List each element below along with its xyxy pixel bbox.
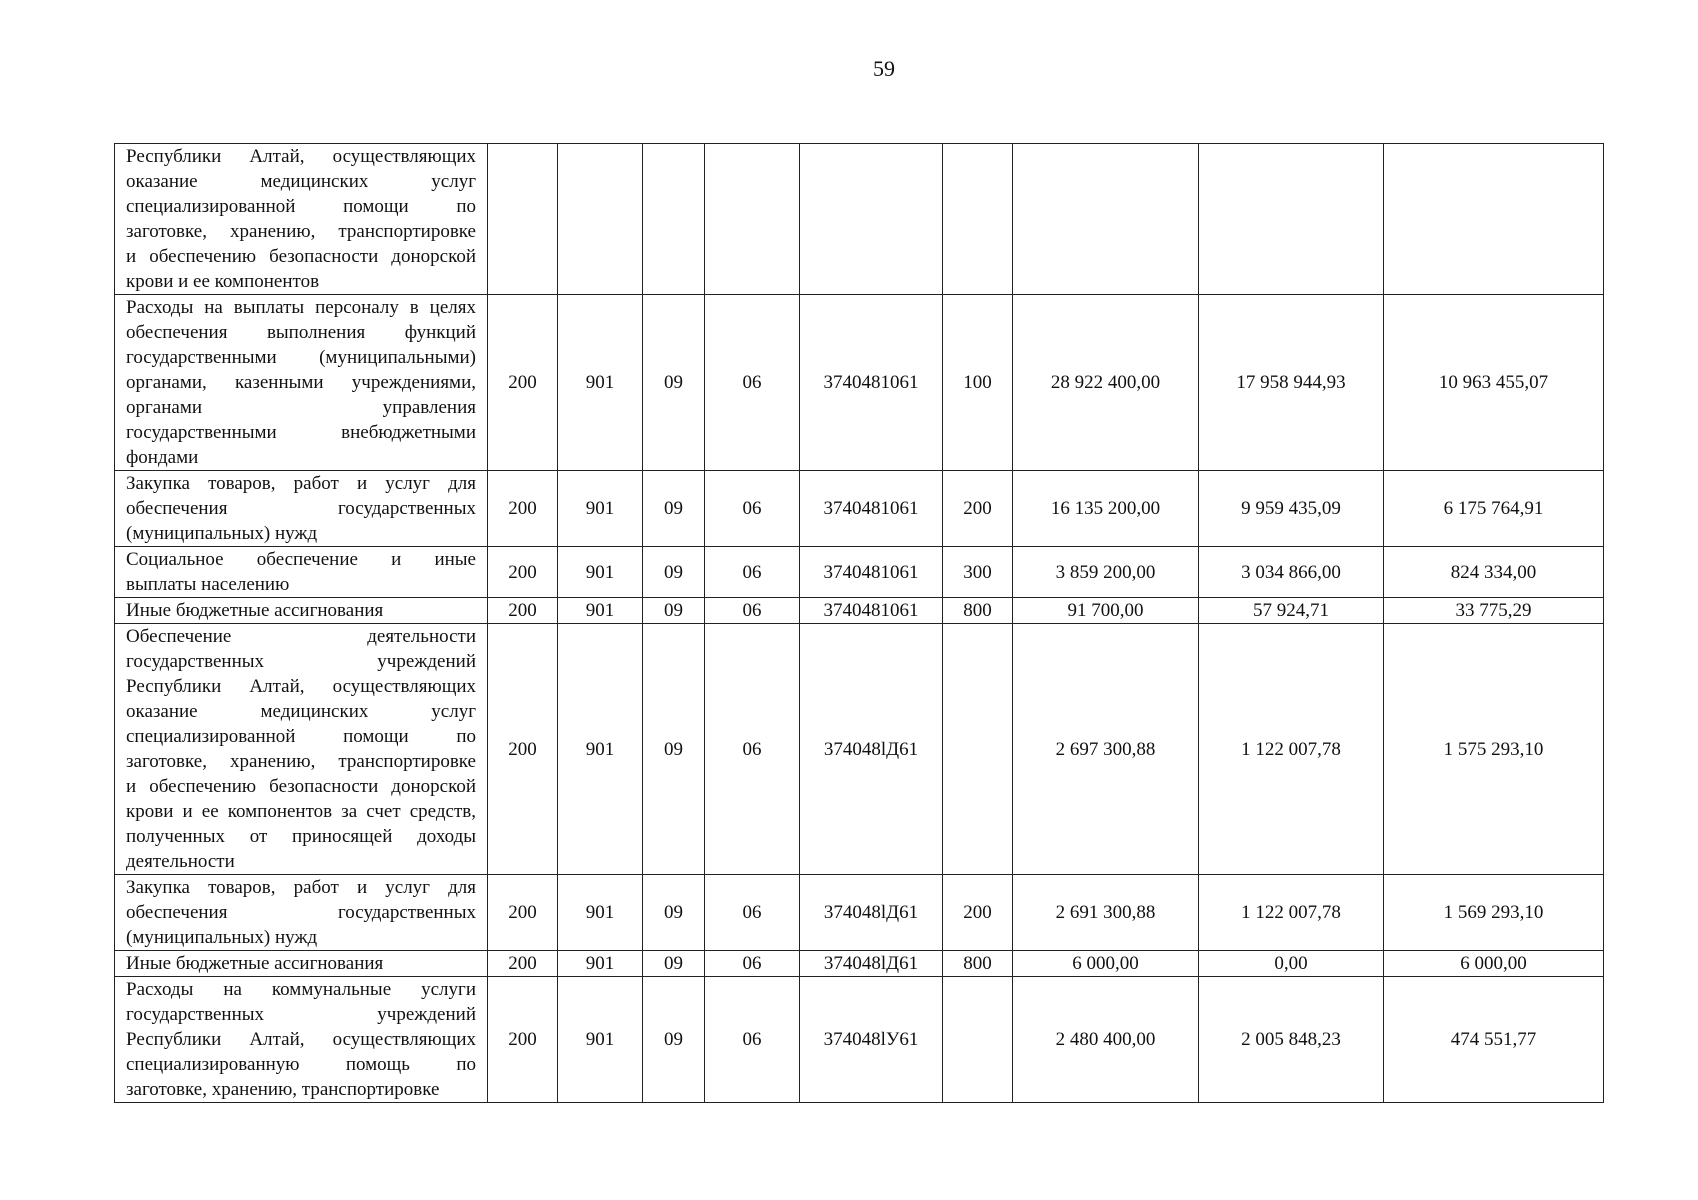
col-rz-code: 200 <box>488 471 558 547</box>
col-subsection: 06 <box>705 951 800 977</box>
table-row <box>115 295 1604 471</box>
description-line: государственных учреждений <box>126 651 476 672</box>
row-description <box>115 875 488 951</box>
col-remainder: 6 175 764,91 <box>1384 471 1604 547</box>
col-ministry-code: 901 <box>558 624 643 875</box>
col-target-article: 374048lД61 <box>800 951 943 977</box>
col-remainder: 6 000,00 <box>1384 951 1604 977</box>
col-remainder: 474 551,77 <box>1384 977 1604 1103</box>
col-planned: 91 700,00 <box>1013 598 1199 624</box>
col-planned: 2 697 300,88 <box>1013 624 1199 875</box>
row-description <box>115 295 488 471</box>
description-line: заготовке, хранению, транспортировке <box>126 1079 440 1100</box>
col-target-article: 3740481061 <box>800 547 943 598</box>
description-line: Республики Алтай, осуществляющих <box>126 676 476 697</box>
col-rz-code: 200 <box>488 295 558 471</box>
col-planned <box>1013 144 1199 295</box>
col-target-article: 374048lУ61 <box>800 977 943 1103</box>
table-body <box>115 144 1604 1103</box>
row-description <box>115 624 488 875</box>
col-remainder: 1 575 293,10 <box>1384 624 1604 875</box>
col-target-article: 374048lД61 <box>800 875 943 951</box>
col-planned: 28 922 400,00 <box>1013 295 1199 471</box>
col-section: 09 <box>643 547 705 598</box>
col-expense-type <box>943 144 1013 295</box>
col-section <box>643 144 705 295</box>
col-remainder: 33 775,29 <box>1384 598 1604 624</box>
description-line: деятельности <box>126 851 235 872</box>
col-expense-type: 200 <box>943 875 1013 951</box>
table-row <box>115 977 1604 1103</box>
col-executed: 17 958 944,93 <box>1199 295 1384 471</box>
col-expense-type <box>943 977 1013 1103</box>
col-subsection: 06 <box>705 875 800 951</box>
description-line: и обеспечению безопасности донорской <box>126 776 476 797</box>
description-line: заготовке, хранению, транспортировке <box>126 221 476 242</box>
col-executed: 3 034 866,00 <box>1199 547 1384 598</box>
col-ministry-code: 901 <box>558 951 643 977</box>
col-rz-code: 200 <box>488 875 558 951</box>
description-line: заготовке, хранению, транспортировке <box>126 751 476 772</box>
description-line: полученных от приносящей доходы <box>126 826 476 847</box>
col-expense-type: 100 <box>943 295 1013 471</box>
col-ministry-code: 901 <box>558 471 643 547</box>
description-line: специализированной помощи по <box>126 726 476 747</box>
page-number: 59 <box>873 56 895 81</box>
table-row <box>115 144 1604 295</box>
row-description <box>115 144 488 295</box>
col-section: 09 <box>643 471 705 547</box>
col-rz-code: 200 <box>488 977 558 1103</box>
description-line: государственными (муниципальными) <box>126 347 476 368</box>
col-target-article: 374048lД61 <box>800 624 943 875</box>
description-line: оказание медицинских услуг <box>126 171 476 192</box>
col-executed <box>1199 144 1384 295</box>
col-target-article: 3740481061 <box>800 471 943 547</box>
col-remainder: 824 334,00 <box>1384 547 1604 598</box>
col-executed: 57 924,71 <box>1199 598 1384 624</box>
description-line: Иные бюджетные ассигнования <box>126 953 384 974</box>
col-subsection: 06 <box>705 977 800 1103</box>
description-line: Социальное обеспечение и иные <box>126 549 476 570</box>
col-ministry-code <box>558 144 643 295</box>
row-description <box>115 471 488 547</box>
description-line: Закупка товаров, работ и услуг для <box>126 877 476 898</box>
col-rz-code: 200 <box>488 547 558 598</box>
col-subsection: 06 <box>705 598 800 624</box>
col-section: 09 <box>643 295 705 471</box>
description-line: специализированной помощи по <box>126 196 476 217</box>
col-remainder: 1 569 293,10 <box>1384 875 1604 951</box>
col-ministry-code: 901 <box>558 598 643 624</box>
description-line: Иные бюджетные ассигнования <box>126 600 384 621</box>
col-remainder <box>1384 144 1604 295</box>
description-line: Расходы на коммунальные услуги <box>126 979 476 1000</box>
col-subsection: 06 <box>705 547 800 598</box>
table-row <box>115 875 1604 951</box>
row-description <box>115 547 488 598</box>
col-expense-type: 200 <box>943 471 1013 547</box>
col-planned: 2 691 300,88 <box>1013 875 1199 951</box>
row-description <box>115 951 488 977</box>
description-line: государственных учреждений <box>126 1004 476 1025</box>
description-line: крови и ее компонентов <box>126 271 320 292</box>
col-subsection <box>705 144 800 295</box>
budget-table <box>114 143 1604 1103</box>
description-line: органами, казенными учреждениями, <box>126 372 476 393</box>
description-line: (муниципальных) нужд <box>126 927 318 948</box>
col-planned: 16 135 200,00 <box>1013 471 1199 547</box>
description-line: крови и ее компонентов за счет средств, <box>126 801 476 822</box>
description-line: специализированную помощь по <box>126 1054 476 1075</box>
col-rz-code: 200 <box>488 951 558 977</box>
table-row <box>115 547 1604 598</box>
col-ministry-code: 901 <box>558 977 643 1103</box>
row-description <box>115 977 488 1103</box>
description-line: органами управления <box>126 397 476 418</box>
table-row <box>115 598 1604 624</box>
col-expense-type: 300 <box>943 547 1013 598</box>
description-line: Обеспечение деятельности <box>126 626 476 647</box>
col-executed: 0,00 <box>1199 951 1384 977</box>
col-ministry-code: 901 <box>558 875 643 951</box>
col-executed: 2 005 848,23 <box>1199 977 1384 1103</box>
col-section: 09 <box>643 977 705 1103</box>
col-subsection: 06 <box>705 624 800 875</box>
description-line: государственными внебюджетными <box>126 422 476 443</box>
col-expense-type: 800 <box>943 951 1013 977</box>
col-planned: 3 859 200,00 <box>1013 547 1199 598</box>
description-line: и обеспечению безопасности донорской <box>126 246 476 267</box>
col-target-article: 3740481061 <box>800 598 943 624</box>
description-line: Расходы на выплаты персоналу в целях <box>126 297 476 318</box>
col-planned: 2 480 400,00 <box>1013 977 1199 1103</box>
col-executed: 1 122 007,78 <box>1199 875 1384 951</box>
col-section: 09 <box>643 598 705 624</box>
table-row <box>115 471 1604 547</box>
description-line: обеспечения государственных <box>126 498 476 519</box>
col-target-article <box>800 144 943 295</box>
description-line: (муниципальных) нужд <box>126 523 318 544</box>
col-rz-code: 200 <box>488 624 558 875</box>
col-subsection: 06 <box>705 471 800 547</box>
col-expense-type: 800 <box>943 598 1013 624</box>
description-line: Закупка товаров, работ и услуг для <box>126 473 476 494</box>
col-section: 09 <box>643 875 705 951</box>
col-planned: 6 000,00 <box>1013 951 1199 977</box>
description-line: Республики Алтай, осуществляющих <box>126 146 476 167</box>
description-line: оказание медицинских услуг <box>126 701 476 722</box>
col-executed: 9 959 435,09 <box>1199 471 1384 547</box>
col-remainder: 10 963 455,07 <box>1384 295 1604 471</box>
col-executed: 1 122 007,78 <box>1199 624 1384 875</box>
col-ministry-code: 901 <box>558 295 643 471</box>
description-line: обеспечения выполнения функций <box>126 322 476 343</box>
description-line: обеспечения государственных <box>126 902 476 923</box>
table-row <box>115 624 1604 875</box>
col-section: 09 <box>643 624 705 875</box>
col-rz-code <box>488 144 558 295</box>
description-line: выплаты населению <box>126 574 290 595</box>
col-target-article: 3740481061 <box>800 295 943 471</box>
table-row <box>115 951 1604 977</box>
col-ministry-code: 901 <box>558 547 643 598</box>
col-expense-type <box>943 624 1013 875</box>
col-rz-code: 200 <box>488 598 558 624</box>
col-subsection: 06 <box>705 295 800 471</box>
row-description <box>115 598 488 624</box>
col-section: 09 <box>643 951 705 977</box>
description-line: фондами <box>126 447 199 468</box>
description-line: Республики Алтай, осуществляющих <box>126 1029 476 1050</box>
